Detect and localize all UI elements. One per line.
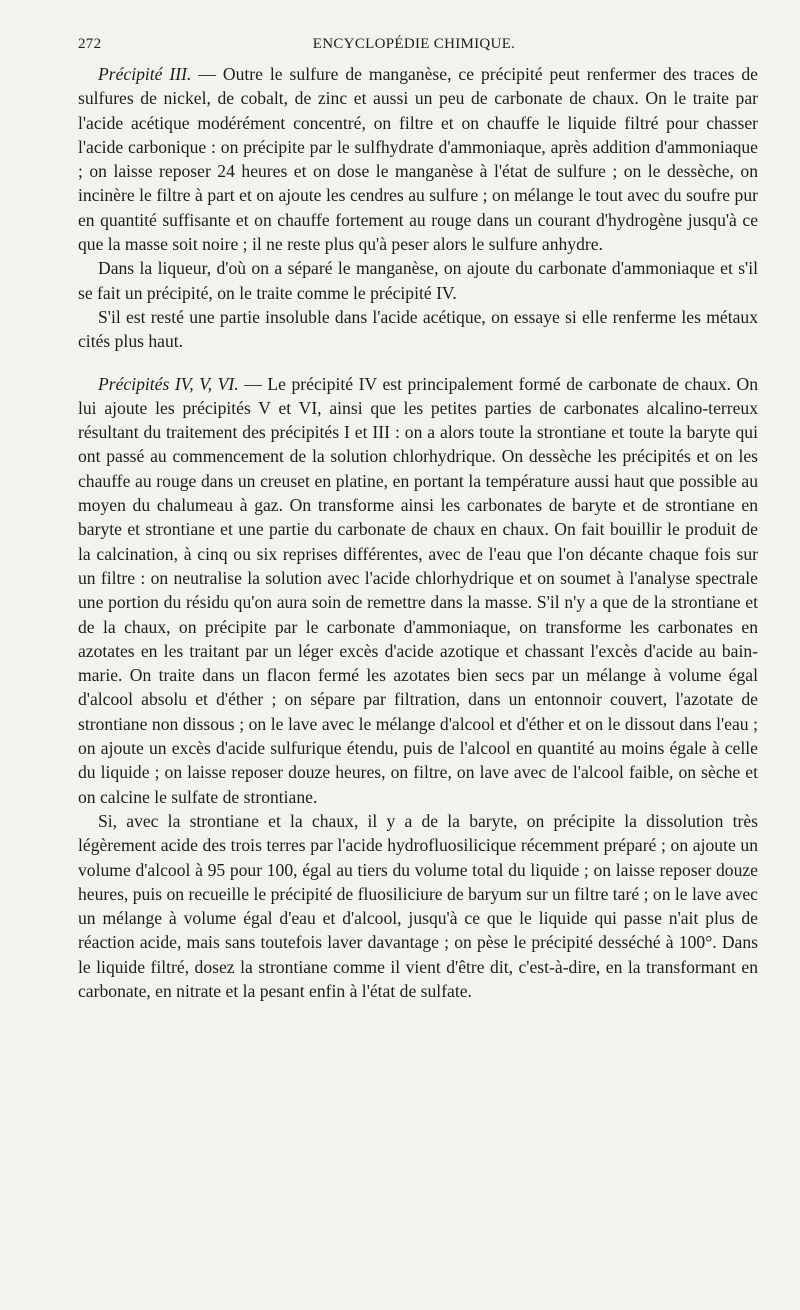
paragraph-text: — Le précipité IV est principalement formé de carbonate de chaux. On lui ajoute les précipités V et VI, ainsi que les petites parties de carbonates alcalino-terreux résultant du traitement des précipités I et III : on a alors toute la strontiane et toute la baryte qui ont passé au commencement de la solution chlorhydrique. On dessèche les précipités et on les chauffe au rouge dans un creuset en platine, en portant la température aussi haut que possible au moyen du chalumeau à gaz. On transforme ainsi les carbonates de baryte et de strontiane en baryte et strontiane et une partie du carbonate de chaux en chaux. On fait bouillir le produit de la calcination, à cinq ou six reprises différentes, avec de l'eau que l'on décante chaque fois sur un filtre : on neutralise la solution avec l'acide chlorhydrique et on soumet à l'analyse spectrale une portion du résidu qu'on aura soin de remettre dans la masse. S'il n'y a que de la strontiane et de la chaux, on précipite par le carbonate d'ammoniaque, on transforme les carbonates en azotates en les traitant par un léger excès d'acide azotique et chassant l'excès d'acide au bain-marie. On traite dans un flacon fermé les azotates bien secs par un mélange à volume égal d'alcool absolu et d'éther ; on sépare par filtration, dans un entonnoir couvert, l'azotate de strontiane non dissous ; on le lave avec le mélange d'alcool et d'éther et on le dissout dans l'eau ; on ajoute un excès d'acide sulfurique étendu, puis de l'alcool en quantité au moins égale à celle du liquide ; on laisse reposer douze heures, on filtre, on lave avec de l'alcool faible, on sèche et on calcine le sulfate de strontiane. [78, 373, 758, 807]
paragraph-partie-insoluble: S'il est resté une partie insoluble dans l'acide acétique, on essaye si elle renferme les métaux cités plus haut. [78, 306, 758, 352]
page-number: 272 [78, 36, 102, 52]
document-page [78, 36, 758, 1003]
paragraph-precipite-iii [78, 62, 758, 256]
paragraph-precipites-iv-v-vi [78, 372, 758, 809]
paragraph-liqueur: Dans la liqueur, d'où on a séparé le manganèse, on ajoute du carbonate d'ammoniaque et s'il se fait un précipité, on le traite comme le précipité IV. [78, 258, 758, 303]
paragraph-text: — Outre le sulfure de manganèse, ce précipité peut renfermer des traces de sulfures de nickel, de cobalt, de zinc et aussi un peu de carbonate de chaux. On le traite par l'acide acétique modérément concentré, on filtre et on chauffe le liquide filtré pour chasser l'acide carbonique : on précipite par le sulfhydrate d'ammoniaque, après addition d'ammoniaque ; on laisse reposer 24 heures et on dose le manganèse à l'état de sulfure ; on le dessèche, on incinère le filtre à part et on ajoute les cendres au sulfure ; on mélange le tout avec du soufre pur en quantité suffisante et on chauffe fortement au rouge dans un courant d'hydrogène jusqu'à ce que la masse soit noire ; il ne reste plus qu'à peser alors le sulfure anhydre. [78, 64, 758, 255]
page-header [78, 36, 758, 62]
paragraph-baryte: Si, avec la strontiane et la chaux, il y a de la baryte, on précipite la dissolution très légèrement acide des trois terres par l'acide hydrofluosilicique récemment préparé ; on ajoute un volume d'alcool à 95 pour 100, égal au tiers du volume total du liquide ; on laisse reposer douze heures, puis on recueille le précipité de fluosiliciure de baryum sur un filtre taré ; on le lave avec un mélange à volume égal d'eau et d'alcool, jusqu'à ce que le liquide qui passe n'ait plus de réaction acide, mais sans toutefois laver davantage ; on pèse le précipité desséché à 100°. Dans le liquide filtré, dosez la strontiane comme il vient d'être dit, c'est-à-dire, en la transformant en carbonate, en nitrate et la pesant enfin à l'état de sulfate. [78, 810, 758, 1001]
section-label-precipite-iii: Précipité III. [98, 64, 192, 84]
running-title: ENCYCLOPÉDIE CHIMIQUE. [312, 36, 516, 52]
section-label-precipites-iv-v-vi: Précipités IV, V, VI. [98, 373, 239, 394]
